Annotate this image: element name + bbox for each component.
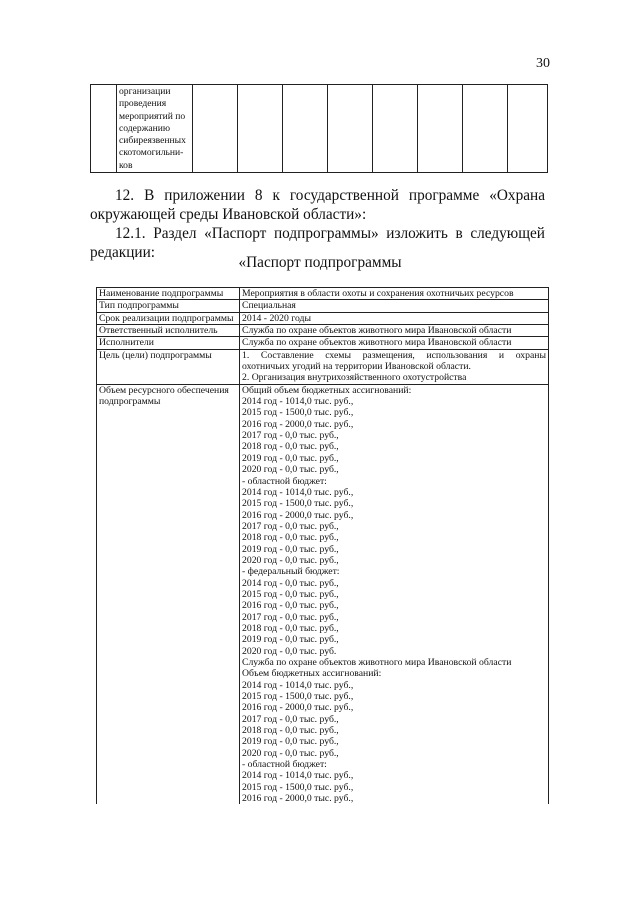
funding-line: 2014 год - 0,0 тыс. руб., <box>242 577 339 589</box>
section-12-text <box>90 186 545 262</box>
passport-row <box>97 337 549 349</box>
row-label: Наименование подпрограммы <box>97 288 240 300</box>
funding-line: 2018 год - 0,0 тыс. руб., <box>242 725 339 737</box>
page-number: 30 <box>536 56 550 71</box>
word: охраны <box>515 349 546 361</box>
goals-value <box>240 349 549 384</box>
word: к <box>272 187 280 204</box>
funding-line: - федеральный бюджет: <box>242 566 340 578</box>
funding-line: 2019 год - 0,0 тыс. руб., <box>242 634 339 646</box>
word: 1. <box>242 349 250 361</box>
funding-value <box>240 384 549 804</box>
funding-line: 2017 год - 0,0 тыс. руб., <box>242 611 339 623</box>
row-value: 2014 - 2020 годы <box>240 312 549 324</box>
empty-cell <box>238 85 283 173</box>
funding-line: Служба по охране объектов животного мира Ивановской области <box>242 657 512 668</box>
activity-cell <box>117 85 193 173</box>
funding-row <box>97 384 549 804</box>
passport-title: «Паспорт подпрограммы <box>238 254 402 271</box>
para-12-line-2: окружающей среды Ивановской области»: <box>90 206 367 223</box>
word: 12.1. <box>115 225 146 242</box>
funding-line: 2016 год - 2000,0 тыс. руб., <box>242 793 354 805</box>
empty-cell <box>463 85 508 173</box>
para-12-line <box>115 186 545 205</box>
word: приложении <box>164 187 245 204</box>
row-label: Ответственный исполнитель <box>97 325 240 337</box>
funding-line: 2018 год - 0,0 тыс. руб., <box>242 441 339 453</box>
funding-line: - областной бюджет: <box>242 475 327 487</box>
funding-line: 2020 год - 0,0 тыс. руб. <box>242 645 337 657</box>
word: Составление <box>260 349 314 361</box>
cell-line: содержанию <box>119 122 171 134</box>
cell-line: мероприятий по <box>119 110 186 122</box>
goal-line <box>242 350 546 361</box>
goals-label: Цель (цели) подпрограммы <box>97 349 240 384</box>
funding-line: 2014 год - 1014,0 тыс. руб., <box>242 396 354 408</box>
continuation-table <box>90 84 548 173</box>
empty-cell <box>193 85 238 173</box>
word: изложить <box>386 225 448 242</box>
funding-line: 2019 год - 0,0 тыс. руб., <box>242 736 339 748</box>
funding-line: 2014 год - 1014,0 тыс. руб., <box>242 770 354 782</box>
empty-cell <box>418 85 463 173</box>
word: подпрограммы» <box>274 225 379 242</box>
funding-line: 2015 год - 1500,0 тыс. руб., <box>242 498 354 510</box>
cell-line: проведения <box>119 98 167 110</box>
funding-line: 2016 год - 2000,0 тыс. руб., <box>242 418 354 430</box>
funding-line: 2017 год - 0,0 тыс. руб., <box>242 520 339 532</box>
row-label: Тип подпрограммы <box>97 300 240 312</box>
funding-line: 2016 год - 2000,0 тыс. руб., <box>242 702 354 714</box>
funding-line: Объем бюджетных ассигнований: <box>242 668 382 680</box>
word: «Охрана <box>489 187 545 204</box>
row-value: Мероприятия в области охоты и сохранения охотничьих ресурсов <box>240 288 549 300</box>
goals-row <box>97 349 549 384</box>
funding-line: 2020 год - 0,0 тыс. руб., <box>242 464 339 476</box>
row-value: Служба по охране объектов животного мира Ивановской области <box>240 325 549 337</box>
word: 8 <box>254 187 263 204</box>
funding-line: 2020 год - 0,0 тыс. руб., <box>242 554 339 566</box>
row-label: Исполнители <box>97 337 240 349</box>
funding-line: 2019 год - 0,0 тыс. руб., <box>242 452 339 464</box>
word: в <box>455 225 463 242</box>
goal-line: охотничьих угодий на территории Ивановской области. <box>242 361 471 373</box>
goal-line: 2. Организация внутрихозяйственного охотустройства <box>242 372 467 384</box>
funding-line: 2017 год - 0,0 тыс. руб., <box>242 430 339 442</box>
word: следующей <box>470 225 545 242</box>
para-12-1-line-2: редакции: <box>90 244 156 261</box>
funding-line: 2019 год - 0,0 тыс. руб., <box>242 543 339 555</box>
funding-line: 2018 год - 0,0 тыс. руб., <box>242 622 339 634</box>
passport-row <box>97 288 549 300</box>
passport-row <box>97 325 549 337</box>
empty-cell <box>283 85 328 173</box>
word: схемы <box>325 349 351 361</box>
word: государственной <box>289 187 399 204</box>
funding-line: 2015 год - 0,0 тыс. руб., <box>242 588 339 600</box>
funding-line: 2016 год - 2000,0 тыс. руб., <box>242 509 354 521</box>
word: «Паспорт <box>204 225 267 242</box>
word: размещения, <box>362 349 415 361</box>
funding-line: 2020 год - 0,0 тыс. руб., <box>242 747 339 759</box>
row-label: Срок реализации подпрограммы <box>97 312 240 324</box>
word: использования <box>426 349 488 361</box>
empty-cell <box>91 85 117 173</box>
funding-line: 2015 год - 1500,0 тыс. руб., <box>242 407 354 419</box>
row-value: Специальная <box>240 300 549 312</box>
word: Раздел <box>153 225 197 242</box>
cell-line: ков <box>119 159 133 171</box>
funding-line: Общий объем бюджетных ассигнований: <box>242 384 412 396</box>
word: 12. <box>115 187 135 204</box>
word: программе <box>408 187 480 204</box>
row-value: Служба по охране объектов животного мира Ивановской области <box>240 337 549 349</box>
cell-line: организации <box>119 86 171 97</box>
para-12-1-line <box>115 224 545 243</box>
cell-line: скотомогильни- <box>119 147 184 159</box>
empty-cell <box>328 85 373 173</box>
funding-line: - областной бюджет: <box>242 759 327 771</box>
funding-line: 2016 год - 0,0 тыс. руб., <box>242 600 339 612</box>
funding-line: 2017 год - 0,0 тыс. руб., <box>242 713 339 725</box>
cell-line: сибиреязвенных <box>119 135 186 147</box>
funding-label: Объем ресурсного обеспечения подпрограммы <box>97 384 240 804</box>
funding-line: 2015 год - 1500,0 тыс. руб., <box>242 781 354 793</box>
funding-line: 2014 год - 1014,0 тыс. руб., <box>242 486 354 498</box>
empty-cell <box>373 85 418 173</box>
empty-cell <box>508 85 548 173</box>
passport-table <box>96 287 549 804</box>
passport-row <box>97 312 549 324</box>
funding-line: 2015 год - 1500,0 тыс. руб., <box>242 691 354 703</box>
word: и <box>498 349 505 361</box>
funding-line: 2018 год - 0,0 тыс. руб., <box>242 532 339 544</box>
funding-line: 2014 год - 1014,0 тыс. руб., <box>242 679 354 691</box>
passport-row <box>97 300 549 312</box>
word: В <box>144 187 155 204</box>
